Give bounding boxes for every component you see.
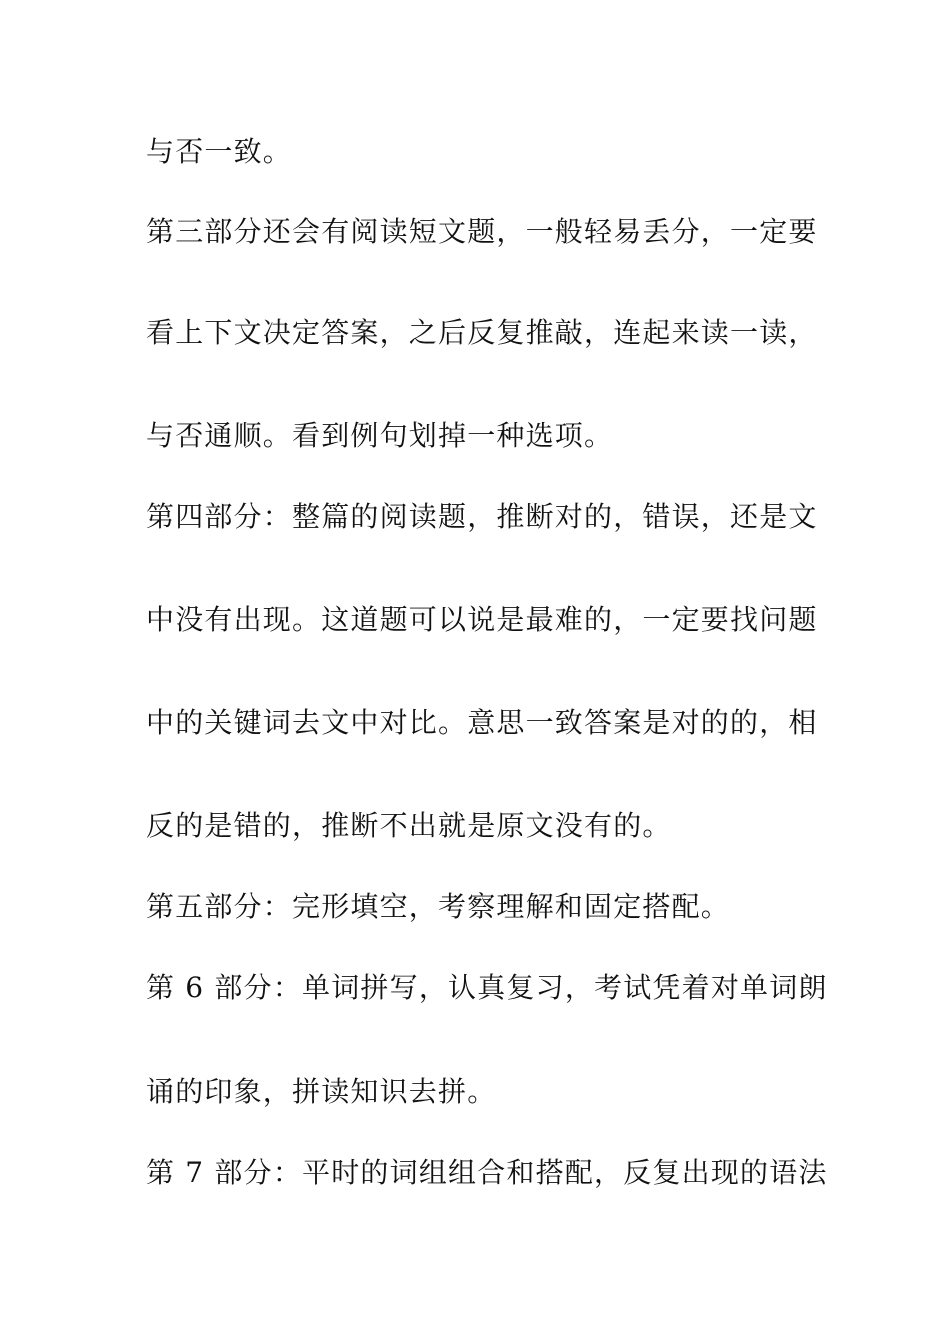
text-line: 第 7 部分：平时的词组组合和搭配，反复出现的语法 xyxy=(146,1156,828,1189)
text-line: 中没有出现。这道题可以说是最难的，一定要找问题 xyxy=(146,603,818,636)
text-line: 第四部分：整篇的阅读题，推断对的，错误，还是文 xyxy=(146,500,818,533)
text-line: 反的是错的，推断不出就是原文没有的。 xyxy=(146,809,672,842)
text-line: 诵的印象，拼读知识去拼。 xyxy=(146,1075,497,1108)
text-line: 第五部分：完形填空，考察理解和固定搭配。 xyxy=(146,890,731,923)
text-line: 与否一致。 xyxy=(146,135,293,168)
text-line: 中的关键词去文中对比。意思一致答案是对的的，相 xyxy=(146,706,818,739)
text-line: 第 6 部分：单词拼写，认真复习，考试凭着对单词朗 xyxy=(146,971,828,1004)
text-line: 第三部分还会有阅读短文题，一般轻易丢分，一定要 xyxy=(146,215,818,248)
text-line: 看上下文决定答案，之后反复推敲，连起来读一读， xyxy=(146,316,818,349)
text-line: 与否通顺。看到例句划掉一种选项。 xyxy=(146,419,614,452)
